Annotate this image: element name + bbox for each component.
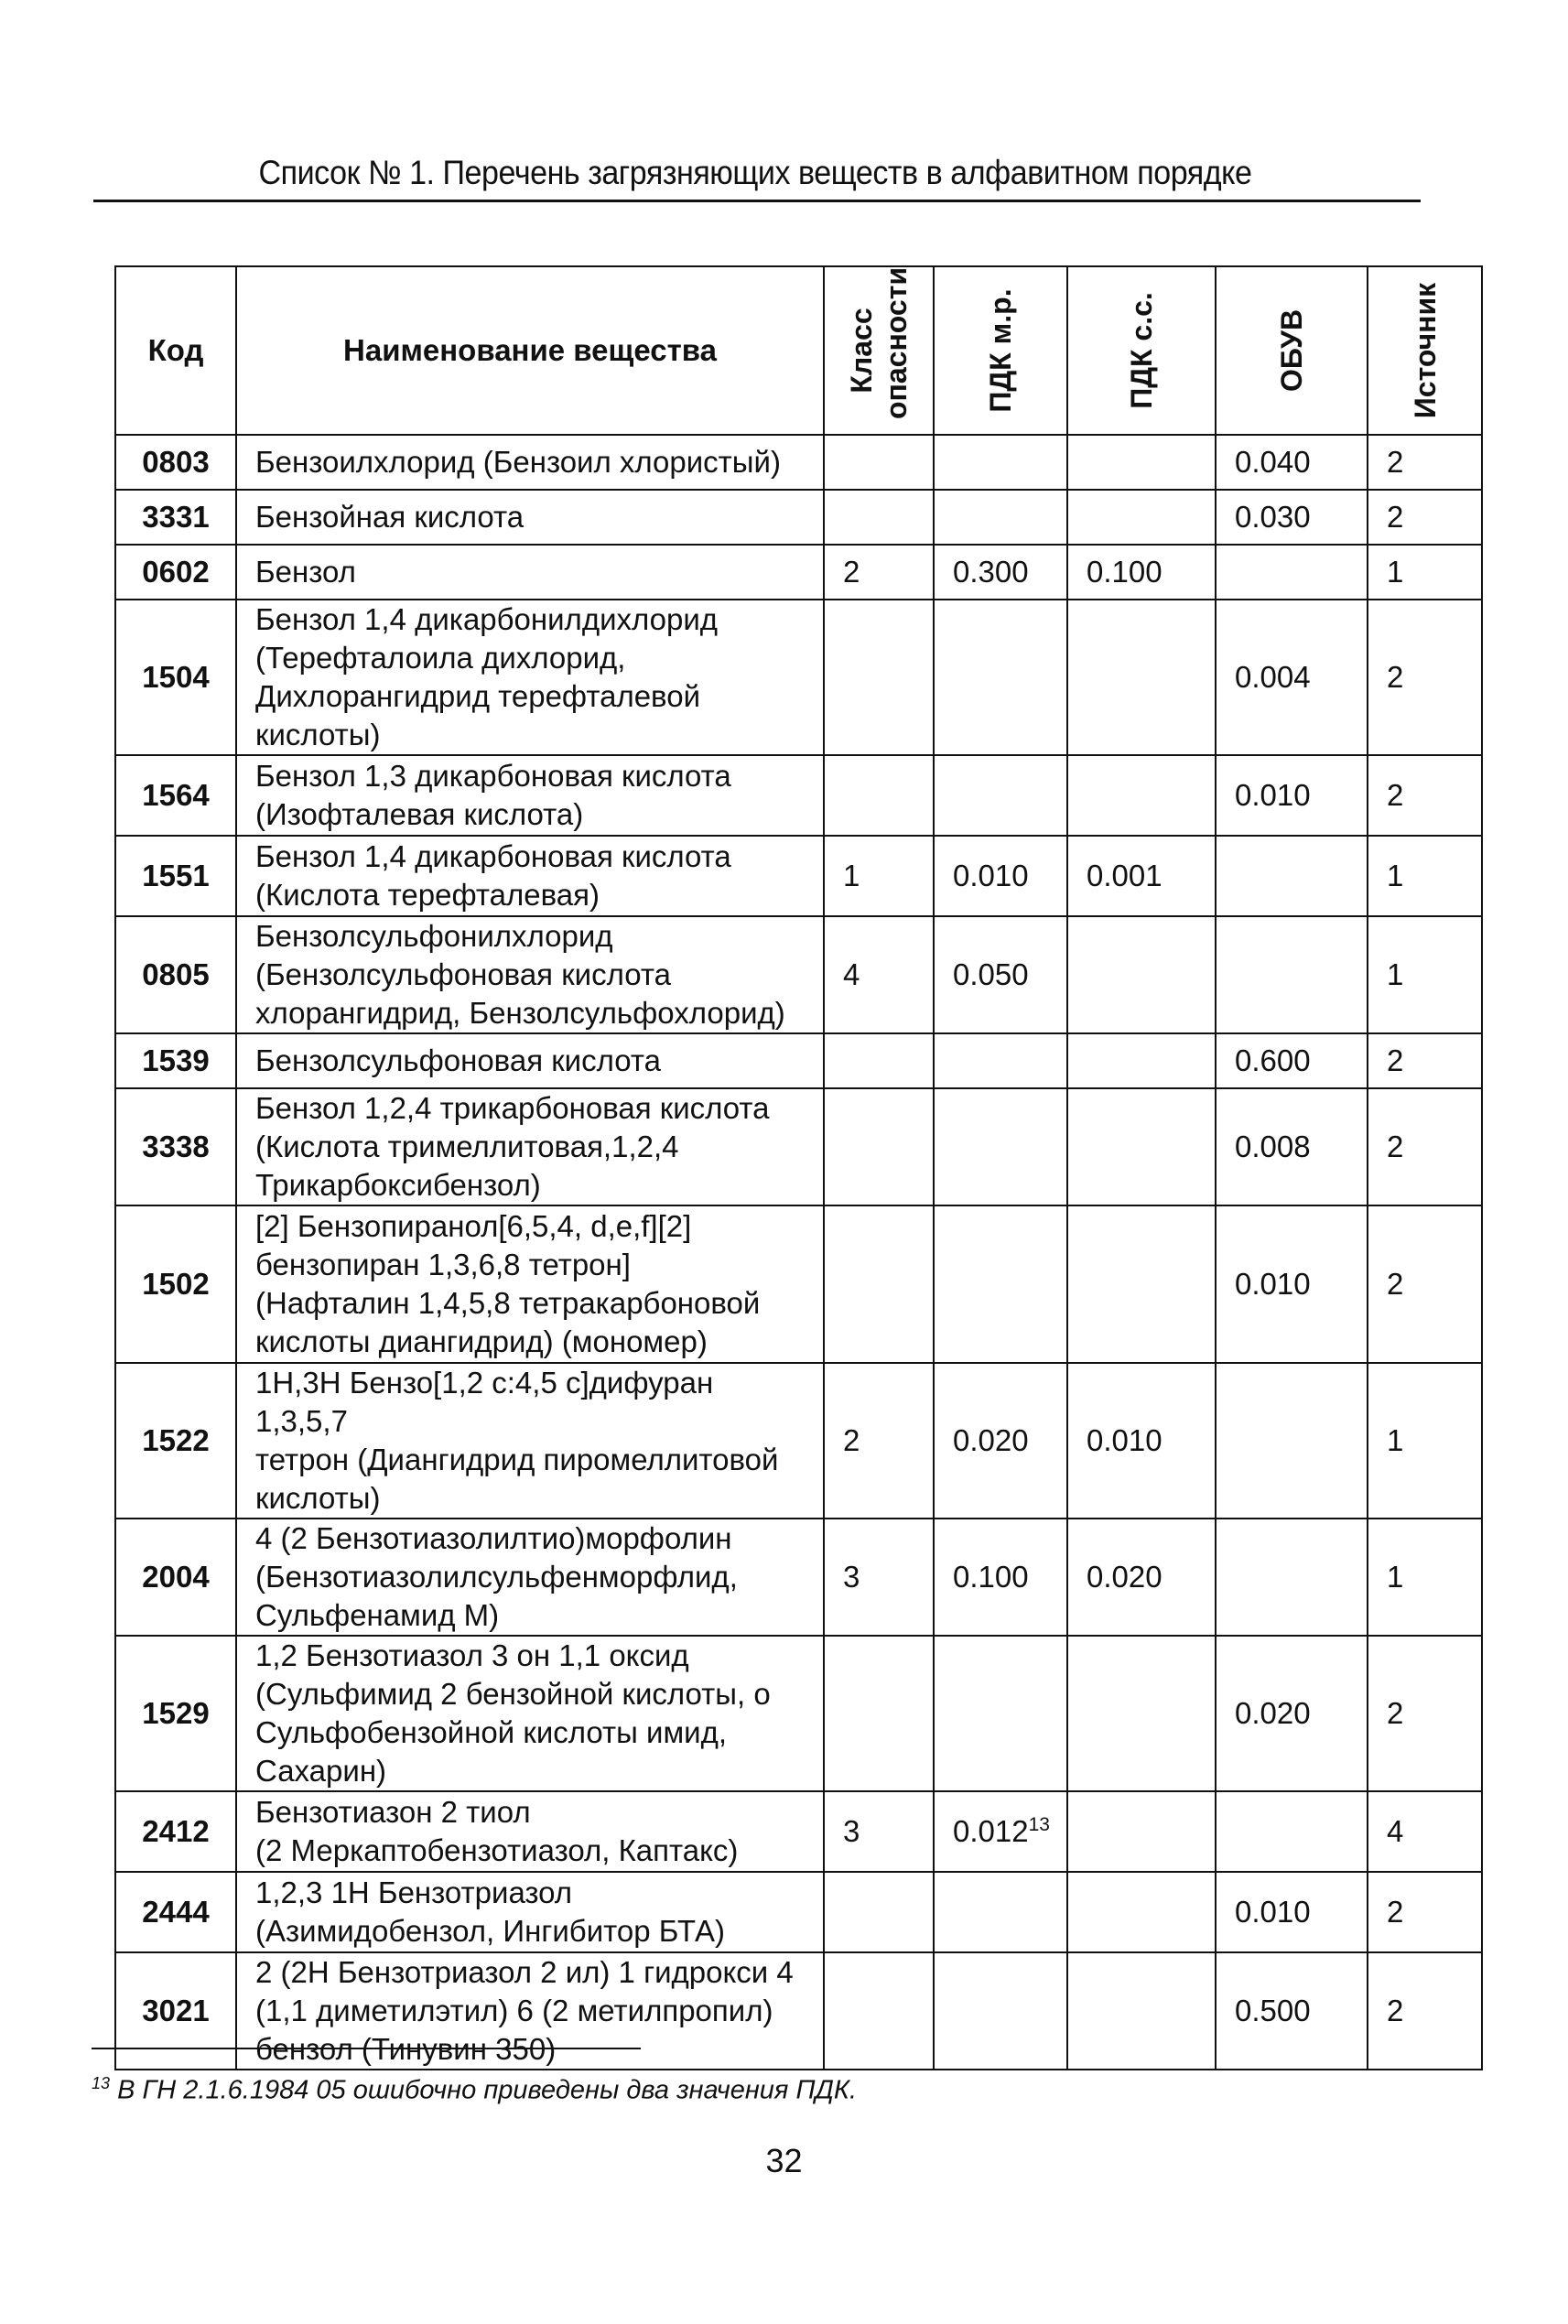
cell-code: 1504: [115, 600, 236, 755]
cell-pdk-mr: 0.010: [934, 836, 1067, 916]
cell-hazard-class: 3: [824, 1791, 934, 1872]
table-row: [115, 1872, 1482, 1952]
cell-pdk-mr: [934, 435, 1067, 490]
cell-code: 3338: [115, 1088, 236, 1205]
table-row: [115, 1636, 1482, 1791]
cell-source: 2: [1368, 600, 1482, 755]
cell-name: Бензойная кислота: [236, 490, 824, 545]
cell-code: 1551: [115, 836, 236, 916]
column-header-pdk-ss-text: ПДК с.с.: [1125, 292, 1158, 409]
cell-pdk-ss: [1067, 1033, 1216, 1088]
cell-name: Бензоилхлорид (Бензоил хлористый): [236, 435, 824, 490]
cell-hazard-class: [824, 1205, 934, 1363]
cell-code: 1502: [115, 1205, 236, 1363]
title-rule: [93, 200, 1421, 202]
column-header-code: Код: [115, 266, 236, 435]
cell-pdk-mr: [934, 1636, 1067, 1791]
cell-source: 2: [1368, 1088, 1482, 1205]
cell-pdk-ss: 0.001: [1067, 836, 1216, 916]
cell-obuv: 0.600: [1216, 1033, 1368, 1088]
table-row: [115, 1791, 1482, 1872]
table-row: [115, 755, 1482, 836]
cell-name: Бензол 1,4 дикарбонилдихлорид (Терефталоила дихлорид, Дихлорангидрид терефталевой кислоты): [236, 600, 824, 755]
cell-name: [2] Бензопиранол[6,5,4, d,e,f][2] бензопиран 1,3,6,8 тетрон] (Нафталин 1,4,5,8 тетракарбоновой кислоты диангидрид) (мономер): [236, 1205, 824, 1363]
cell-pdk-mr: 0.300: [934, 545, 1067, 600]
column-header-hazard-class-text: Класс опасности: [845, 266, 913, 419]
cell-name: 4 (2 Бензотиазолилтио)морфолин (Бензотиазолилсульфенморфлид, Сульфенамид М): [236, 1519, 824, 1636]
cell-pdk-mr: [934, 1791, 1067, 1872]
table-row: [115, 1519, 1482, 1636]
cell-obuv: [1216, 836, 1368, 916]
cell-code: 2444: [115, 1872, 236, 1952]
table-row: [115, 916, 1482, 1033]
cell-name: Бензолсульфоновая кислота: [236, 1033, 824, 1088]
cell-source: 2: [1368, 490, 1482, 545]
cell-pdk-ss: [1067, 1636, 1216, 1791]
cell-pdk-ss: [1067, 1088, 1216, 1205]
footnote-marker: 13: [92, 2074, 111, 2092]
cell-obuv: [1216, 916, 1368, 1033]
cell-obuv: [1216, 1363, 1368, 1519]
cell-pdk-ss: [1067, 1791, 1216, 1872]
cell-name: Бензол 1,4 дикарбоновая кислота (Кислота терефталевая): [236, 836, 824, 916]
cell-name: 1Н,3Н Бензо[1,2 с:4,5 с]дифуран 1,3,5,7 тетрон (Диангидрид пиромеллитовой кислоты): [236, 1363, 824, 1519]
table-row: [115, 600, 1482, 755]
cell-name: Бензол 1,2,4 трикарбоновая кислота (Кислота тримеллитовая,1,2,4 Трикарбоксибензол): [236, 1088, 824, 1205]
cell-obuv: [1216, 1519, 1368, 1636]
cell-hazard-class: 2: [824, 1363, 934, 1519]
cell-obuv: 0.010: [1216, 1872, 1368, 1952]
cell-hazard-class: [824, 1088, 934, 1205]
cell-obuv: 0.004: [1216, 600, 1368, 755]
cell-pdk-ss: [1067, 1952, 1216, 2070]
cell-code: 3021: [115, 1952, 236, 2070]
cell-pdk-mr: [934, 490, 1067, 545]
cell-pdk-mr: [934, 1033, 1067, 1088]
cell-hazard-class: 1: [824, 836, 934, 916]
cell-pdk-ss: 0.010: [1067, 1363, 1216, 1519]
footnote-text: В ГН 2.1.6.1984 05 ошибочно приведены два значения ПДК.: [110, 2075, 858, 2105]
cell-code: 1564: [115, 755, 236, 836]
column-header-obuv: [1216, 266, 1368, 435]
table-row: [115, 1088, 1482, 1205]
cell-obuv: [1216, 545, 1368, 600]
cell-obuv: 0.020: [1216, 1636, 1368, 1791]
cell-pdk-ss: [1067, 755, 1216, 836]
cell-pdk-mr: [934, 1952, 1067, 2070]
cell-code: 1522: [115, 1363, 236, 1519]
cell-hazard-class: 2: [824, 545, 934, 600]
cell-obuv: 0.010: [1216, 1205, 1368, 1363]
cell-name: Бензолсульфонилхлорид (Бензолсульфоновая кислота хлорангидрид, Бензолсульфохлорид): [236, 916, 824, 1033]
cell-source: 2: [1368, 1872, 1482, 1952]
cell-pdk-mr-value: 0.012: [953, 1814, 1029, 1848]
cell-hazard-class: [824, 600, 934, 755]
cell-name: 1,2,3 1Н Бензотриазол (Азимидобензол, Ингибитор БТА): [236, 1872, 824, 1952]
cell-pdk-mr: [934, 1205, 1067, 1363]
column-header-source: [1368, 266, 1482, 435]
cell-pdk-ss: 0.100: [1067, 545, 1216, 600]
cell-hazard-class: [824, 755, 934, 836]
cell-code: 0602: [115, 545, 236, 600]
cell-code: 1529: [115, 1636, 236, 1791]
cell-source: 2: [1368, 435, 1482, 490]
cell-name: Бензол: [236, 545, 824, 600]
cell-pdk-ss: [1067, 916, 1216, 1033]
cell-source: 2: [1368, 1952, 1482, 2070]
cell-pdk-mr: [934, 1088, 1067, 1205]
cell-name: 2 (2Н Бензотриазол 2 ил) 1 гидрокси 4 (1,1 диметилэтил) 6 (2 метилпропил) бензол (Тинувин 350): [236, 1952, 824, 2070]
column-header-source-text: Источник: [1408, 282, 1442, 419]
column-header-name: Наименование вещества: [236, 266, 824, 435]
cell-obuv: 0.040: [1216, 435, 1368, 490]
cell-source: 2: [1368, 1636, 1482, 1791]
cell-code: 2004: [115, 1519, 236, 1636]
page-title: Список № 1. Перечень загрязняющих веществ в алфавитном порядке: [258, 154, 1252, 191]
cell-source: 2: [1368, 755, 1482, 836]
cell-code: 3331: [115, 490, 236, 545]
table-row: [115, 435, 1482, 490]
cell-hazard-class: [824, 435, 934, 490]
cell-pdk-mr: 0.100: [934, 1519, 1067, 1636]
cell-obuv: 0.500: [1216, 1952, 1368, 2070]
cell-source: 4: [1368, 1791, 1482, 1872]
cell-name: Бензотиазон 2 тиол (2 Меркаптобензотиазол, Каптакс): [236, 1791, 824, 1872]
cell-hazard-class: [824, 1872, 934, 1952]
cell-source: 1: [1368, 916, 1482, 1033]
table-row: [115, 490, 1482, 545]
cell-code: 1539: [115, 1033, 236, 1088]
cell-pdk-ss: 0.020: [1067, 1519, 1216, 1636]
cell-hazard-class: [824, 1952, 934, 2070]
cell-code: 0803: [115, 435, 236, 490]
cell-pdk-ss: [1067, 490, 1216, 545]
table-row: [115, 836, 1482, 916]
cell-obuv: 0.008: [1216, 1088, 1368, 1205]
cell-hazard-class: 3: [824, 1519, 934, 1636]
column-header-obuv-text: ОБУВ: [1275, 308, 1308, 393]
table-row: [115, 1033, 1482, 1088]
cell-name: 1,2 Бензотиазол 3 он 1,1 оксид (Сульфимид 2 бензойной кислоты, о Сульфобензойной кислоты имид, Сахарин): [236, 1636, 824, 1791]
cell-source: 2: [1368, 1033, 1482, 1088]
cell-code: 0805: [115, 916, 236, 1033]
cell-pdk-mr: [934, 755, 1067, 836]
column-header-pdk-mr: [934, 266, 1067, 435]
table-row: [115, 545, 1482, 600]
cell-pdk-ss: [1067, 600, 1216, 755]
cell-hazard-class: 4: [824, 916, 934, 1033]
footnote-ref[interactable]: 13: [1028, 1814, 1050, 1835]
cell-source: 1: [1368, 545, 1482, 600]
cell-obuv: 0.030: [1216, 490, 1368, 545]
footnote-rule: [92, 2048, 641, 2049]
footnote: [92, 2074, 857, 2106]
cell-hazard-class: [824, 1636, 934, 1791]
table-row: [115, 1952, 1482, 2070]
column-header-pdk-mr-text: ПДК м.р.: [984, 288, 1017, 413]
cell-pdk-mr: 0.050: [934, 916, 1067, 1033]
cell-source: 2: [1368, 1205, 1482, 1363]
cell-source: 1: [1368, 1519, 1482, 1636]
cell-pdk-ss: [1067, 435, 1216, 490]
cell-source: 1: [1368, 836, 1482, 916]
cell-pdk-ss: [1067, 1872, 1216, 1952]
cell-hazard-class: [824, 490, 934, 545]
column-header-hazard-class: [824, 266, 934, 435]
cell-pdk-mr: 0.020: [934, 1363, 1067, 1519]
cell-code: 2412: [115, 1791, 236, 1872]
table-row: [115, 1363, 1482, 1519]
table-header-row: [115, 266, 1482, 435]
table-row: [115, 1205, 1482, 1363]
cell-obuv: [1216, 1791, 1368, 1872]
cell-pdk-mr: [934, 600, 1067, 755]
page-number: 32: [765, 2142, 803, 2179]
cell-name: Бензол 1,3 дикарбоновая кислота (Изофталевая кислота): [236, 755, 824, 836]
column-header-pdk-ss: [1067, 266, 1216, 435]
cell-hazard-class: [824, 1033, 934, 1088]
cell-obuv: 0.010: [1216, 755, 1368, 836]
cell-pdk-mr: [934, 1872, 1067, 1952]
cell-pdk-ss: [1067, 1205, 1216, 1363]
substances-table: [114, 265, 1483, 2070]
cell-source: 1: [1368, 1363, 1482, 1519]
